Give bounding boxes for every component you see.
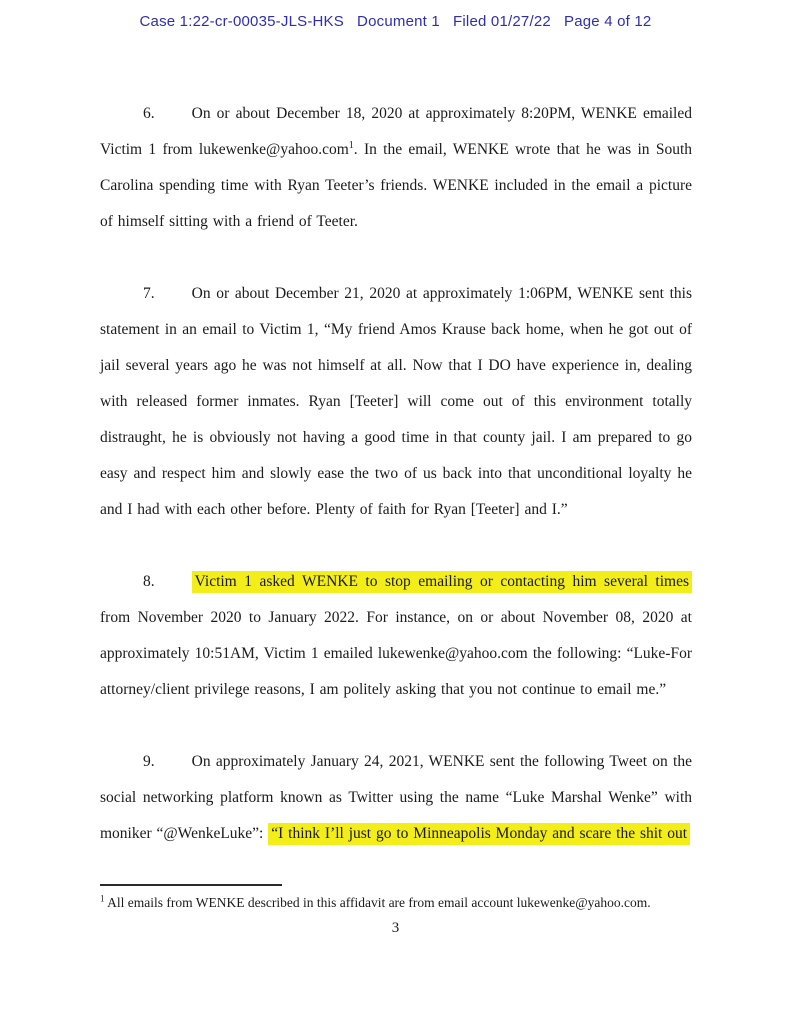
paragraph-7 bbox=[100, 276, 692, 528]
footnote-1-text: All emails from WENKE described in this affidavit are from email account lukewenke@yahoo.com. bbox=[104, 895, 651, 910]
paragraph-7-text: On or about December 21, 2020 at approximately 1:06PM, WENKE sent this statement in an email to Victim 1, “My friend Amos Krause back home, when he got out of jail several years ago he was not himself at all. Now that I DO have experience in, dealing with released former inmates. Ryan [Teeter] will come out of this environment totally distraught, he is obviously not having a good time in that county jail. I am prepared to go easy and respect him and slowly ease the two of us back into that unconditional loyalty he and I had with each other before. Plenty of faith for Ryan [Teeter] and I.” bbox=[100, 285, 692, 518]
footnote-1-marker: 1 bbox=[100, 893, 105, 904]
page-number: 3 bbox=[391, 920, 400, 936]
paragraph-8-highlighted-text: Victim 1 asked WENKE to stop emailing or contacting him several times bbox=[192, 571, 692, 593]
paragraph-6-text-continued: . In the email, WENKE wrote that he was in South Carolina spending time with Ryan Teeter’s friends. WENKE included in the email a picture of himself sitting with a friend of Teeter. bbox=[100, 141, 692, 230]
footnote-reference-1: 1 bbox=[348, 139, 354, 151]
paragraph-7-number: 7. bbox=[143, 285, 155, 302]
paragraph-9-number: 9. bbox=[143, 753, 155, 770]
paragraph-6-number: 6. bbox=[143, 105, 155, 122]
paragraph-9 bbox=[100, 744, 692, 852]
paragraph-6-text: On or about December 18, 2020 at approximately 8:20PM, WENKE emailed Victim 1 from lukewenke@yahoo.com bbox=[100, 105, 692, 158]
paragraph-8 bbox=[100, 564, 692, 708]
paragraph-9-text: On approximately January 24, 2021, WENKE sent the following Tweet on the social networking platform known as Twitter using the name “Luke Marshal Wenke” with moniker “@WenkeLuke”: bbox=[100, 753, 692, 842]
paragraph-8-number: 8. bbox=[143, 573, 155, 590]
paragraph-6 bbox=[100, 96, 692, 240]
footnote-area bbox=[100, 884, 692, 913]
footnote-separator-line bbox=[100, 884, 282, 886]
paragraph-9-highlighted-text: “I think I’ll just go to Minneapolis Monday and scare the shit out bbox=[268, 823, 690, 845]
case-header: Case 1:22-cr-00035-JLS-HKS Document 1 Filed 01/27/22 Page 4 of 12 bbox=[139, 13, 652, 30]
document-body bbox=[100, 96, 692, 888]
paragraph-8-text: from November 2020 to January 2022. For instance, on or about November 08, 2020 at approximately 10:51AM, Victim 1 emailed lukewenke@yahoo.com the following: “Luke-For attorney/client privilege reasons, I am politely asking that you not continue to email me.” bbox=[100, 609, 692, 698]
footnote-1 bbox=[100, 893, 692, 913]
